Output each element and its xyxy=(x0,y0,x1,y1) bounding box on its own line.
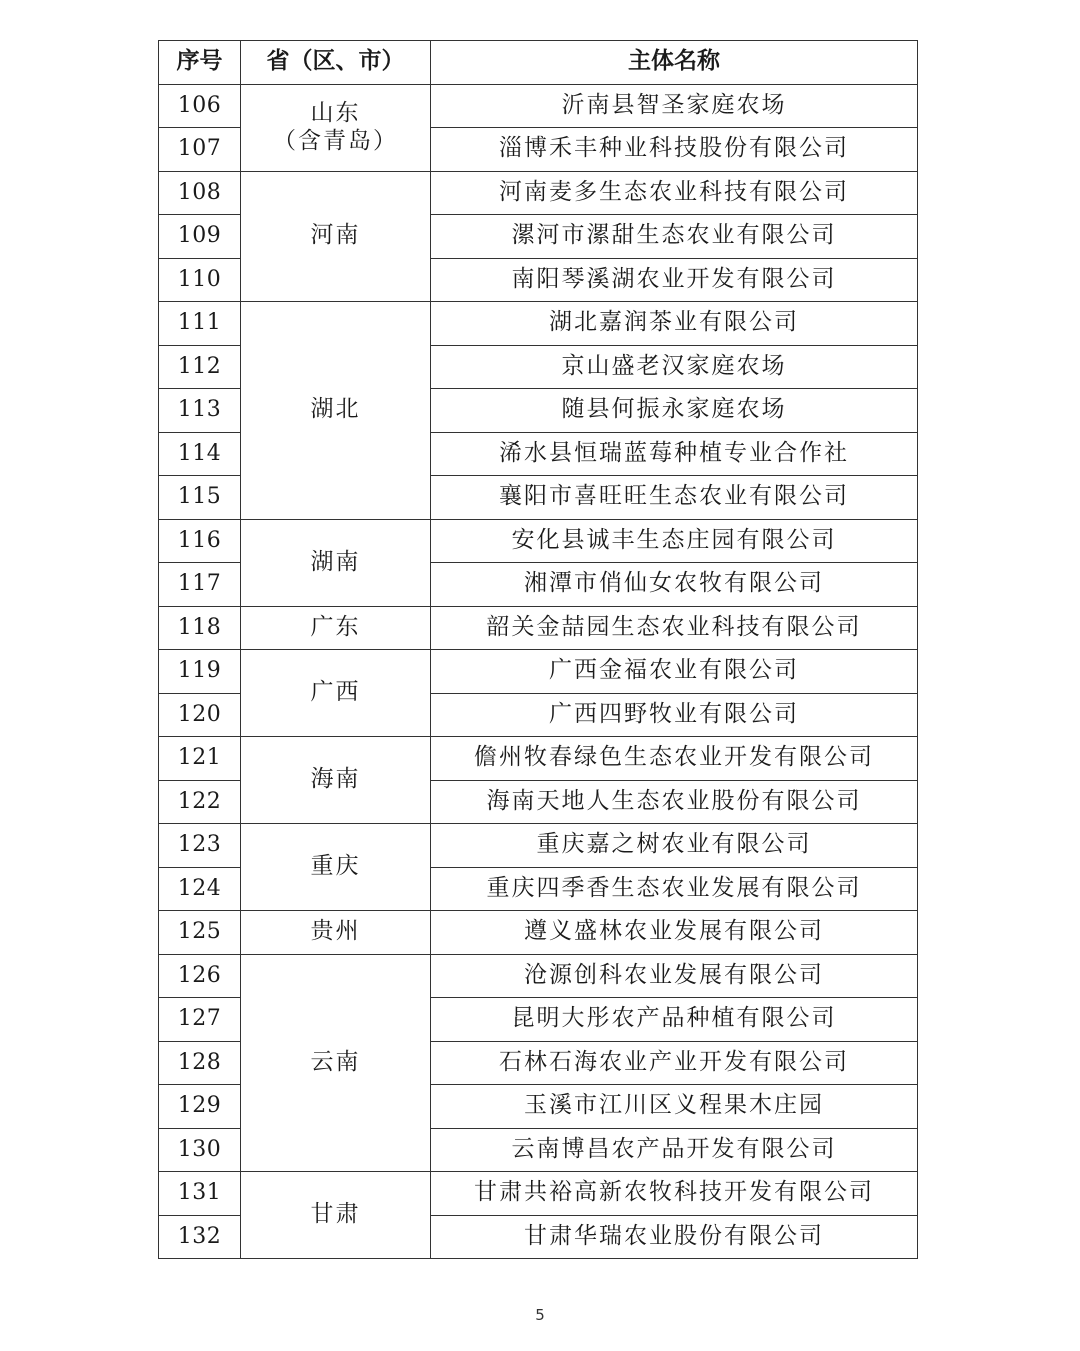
province-cell xyxy=(241,911,431,955)
table-row xyxy=(159,302,918,346)
row-index: 124 xyxy=(159,867,241,911)
row-index: 129 xyxy=(159,1085,241,1129)
table-header-row xyxy=(159,41,918,85)
province-label: 山东 xyxy=(310,99,361,126)
row-index: 117 xyxy=(159,563,241,607)
row-index: 110 xyxy=(159,258,241,302)
entity-name: 遵义盛林农业发展有限公司 xyxy=(431,911,918,955)
row-index: 122 xyxy=(159,780,241,824)
entity-name: 京山盛老汉家庭农场 xyxy=(431,345,918,389)
header-index: 序号 xyxy=(159,41,241,85)
entity-name: 南阳琴溪湖农业开发有限公司 xyxy=(431,258,918,302)
row-index: 106 xyxy=(159,84,241,128)
entity-name: 甘肃华瑞农业股份有限公司 xyxy=(431,1215,918,1259)
row-index: 109 xyxy=(159,215,241,259)
province-cell xyxy=(241,302,431,520)
entity-table xyxy=(158,40,918,1259)
entity-name: 沧源创科农业发展有限公司 xyxy=(431,954,918,998)
row-index: 116 xyxy=(159,519,241,563)
row-index: 123 xyxy=(159,824,241,868)
province-cell xyxy=(241,519,431,606)
row-index: 126 xyxy=(159,954,241,998)
header-province: 省（区、市） xyxy=(241,41,431,85)
province-label: 云南 xyxy=(310,1048,361,1075)
row-index: 114 xyxy=(159,432,241,476)
row-index: 115 xyxy=(159,476,241,520)
row-index: 112 xyxy=(159,345,241,389)
province-label: 广西 xyxy=(310,679,361,706)
province-label: 湖南 xyxy=(310,548,361,575)
province-label: （含青岛） xyxy=(273,127,398,154)
province-cell xyxy=(241,824,431,911)
entity-name: 甘肃共裕高新农牧科技开发有限公司 xyxy=(431,1172,918,1216)
table-row xyxy=(159,606,918,650)
row-index: 118 xyxy=(159,606,241,650)
table-row xyxy=(159,911,918,955)
province-cell xyxy=(241,737,431,824)
entity-name: 云南博昌农产品开发有限公司 xyxy=(431,1128,918,1172)
entity-name: 广西金福农业有限公司 xyxy=(431,650,918,694)
entity-name: 沂南县智圣家庭农场 xyxy=(431,84,918,128)
table-row xyxy=(159,737,918,781)
row-index: 111 xyxy=(159,302,241,346)
province-label: 广东 xyxy=(310,613,361,640)
row-index: 130 xyxy=(159,1128,241,1172)
entity-name: 韶关金喆园生态农业科技有限公司 xyxy=(431,606,918,650)
entity-name: 海南天地人生态农业股份有限公司 xyxy=(431,780,918,824)
entity-name: 随县何振永家庭农场 xyxy=(431,389,918,433)
province-cell xyxy=(241,84,431,171)
province-cell xyxy=(241,650,431,737)
row-index: 131 xyxy=(159,1172,241,1216)
province-cell xyxy=(241,606,431,650)
province-label: 重庆 xyxy=(310,853,361,880)
entity-name: 安化县诚丰生态庄园有限公司 xyxy=(431,519,918,563)
entity-name: 重庆四季香生态农业发展有限公司 xyxy=(431,867,918,911)
row-index: 107 xyxy=(159,128,241,172)
entity-name: 昆明大彤农产品种植有限公司 xyxy=(431,998,918,1042)
table-row xyxy=(159,954,918,998)
entity-name: 儋州牧春绿色生态农业开发有限公司 xyxy=(431,737,918,781)
row-index: 127 xyxy=(159,998,241,1042)
entity-name: 广西四野牧业有限公司 xyxy=(431,693,918,737)
province-cell xyxy=(241,171,431,302)
province-label: 甘肃 xyxy=(310,1201,361,1228)
province-label: 海南 xyxy=(310,766,361,793)
table-row xyxy=(159,824,918,868)
entity-name: 石林石海农业产业开发有限公司 xyxy=(431,1041,918,1085)
province-cell xyxy=(241,1172,431,1259)
row-index: 113 xyxy=(159,389,241,433)
row-index: 108 xyxy=(159,171,241,215)
province-cell xyxy=(241,954,431,1172)
table-row xyxy=(159,650,918,694)
table-row xyxy=(159,171,918,215)
entity-name: 玉溪市江川区义程果木庄园 xyxy=(431,1085,918,1129)
table-row xyxy=(159,1172,918,1216)
province-label: 贵州 xyxy=(310,918,361,945)
table-row xyxy=(159,84,918,128)
entity-name: 河南麦多生态农业科技有限公司 xyxy=(431,171,918,215)
entity-name: 重庆嘉之树农业有限公司 xyxy=(431,824,918,868)
row-index: 132 xyxy=(159,1215,241,1259)
entity-name: 淄博禾丰种业科技股份有限公司 xyxy=(431,128,918,172)
entity-name: 浠水县恒瑞蓝莓种植专业合作社 xyxy=(431,432,918,476)
row-index: 121 xyxy=(159,737,241,781)
entity-name: 漯河市漯甜生态农业有限公司 xyxy=(431,215,918,259)
row-index: 119 xyxy=(159,650,241,694)
row-index: 125 xyxy=(159,911,241,955)
page-number: 5 xyxy=(535,1306,545,1324)
province-label: 河南 xyxy=(310,222,361,249)
table-row xyxy=(159,519,918,563)
table-body xyxy=(159,84,918,1259)
row-index: 128 xyxy=(159,1041,241,1085)
province-label: 湖北 xyxy=(310,396,361,423)
row-index: 120 xyxy=(159,693,241,737)
entity-name: 襄阳市喜旺旺生态农业有限公司 xyxy=(431,476,918,520)
entity-name: 湖北嘉润茶业有限公司 xyxy=(431,302,918,346)
entity-name: 湘潭市俏仙女农牧有限公司 xyxy=(431,563,918,607)
header-entity-name: 主体名称 xyxy=(431,41,918,85)
